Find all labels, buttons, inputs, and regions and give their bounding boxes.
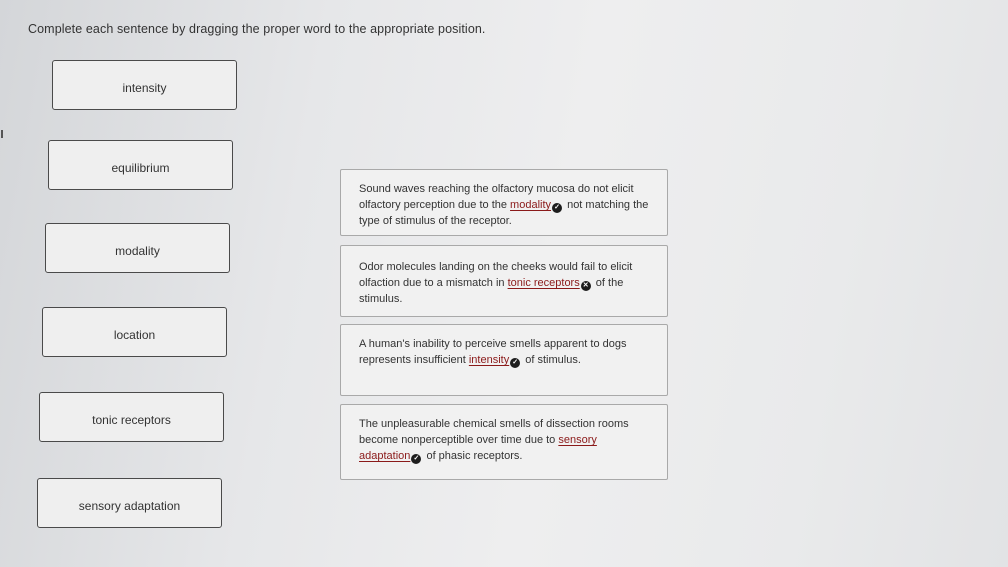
check-circle-icon: ✓ xyxy=(552,203,562,213)
sentence-text: of the stimulus. xyxy=(359,277,624,305)
word-tile-modality[interactable]: modality xyxy=(45,223,230,273)
sentence-text: not matching the type of stimulus of the receptor. xyxy=(359,199,649,227)
sentence-box-4 xyxy=(340,404,668,480)
sentence-text: The unpleasurable chemical smells of dissection rooms become nonperceptible over time due to xyxy=(359,418,629,446)
word-tile-equilibrium[interactable]: equilibrium xyxy=(48,140,233,190)
sentence-box-3 xyxy=(340,324,668,396)
word-tile-intensity[interactable]: intensity xyxy=(52,60,237,110)
word-tile-tonic-receptors[interactable]: tonic receptors xyxy=(39,392,224,442)
sentence-text: Odor molecules landing on the cheeks would fail to elicit olfaction due to a mismatch in xyxy=(359,261,633,289)
sentence-text: of stimulus. xyxy=(522,354,581,366)
drop-zone-answer[interactable]: modality xyxy=(510,199,552,211)
instructions: Complete each sentence by dragging the proper word to the appropriate position. xyxy=(28,22,486,36)
x-circle-icon: ✕ xyxy=(581,281,591,291)
sentence-box-1 xyxy=(340,169,668,236)
drop-zone-answer[interactable]: sensory adaptation xyxy=(359,434,597,462)
sentence-text: A human's inability to perceive smells apparent to dogs represents insufficient xyxy=(359,338,627,366)
sentence-text: Sound waves reaching the olfactory mucosa do not elicit olfactory perception due to the xyxy=(359,183,634,211)
check-circle-icon: ✓ xyxy=(510,358,520,368)
sentence-box-2 xyxy=(340,245,668,317)
word-tile-sensory-adaptation[interactable]: sensory adaptation xyxy=(37,478,222,528)
drop-zone-answer[interactable]: tonic receptors xyxy=(507,277,580,289)
word-tile-location[interactable]: location xyxy=(42,307,227,357)
drop-zone-answer[interactable]: intensity xyxy=(468,354,510,366)
sentence-text: of phasic receptors. xyxy=(423,450,523,462)
check-circle-icon: ✓ xyxy=(411,454,421,464)
edge-mark xyxy=(1,130,3,138)
